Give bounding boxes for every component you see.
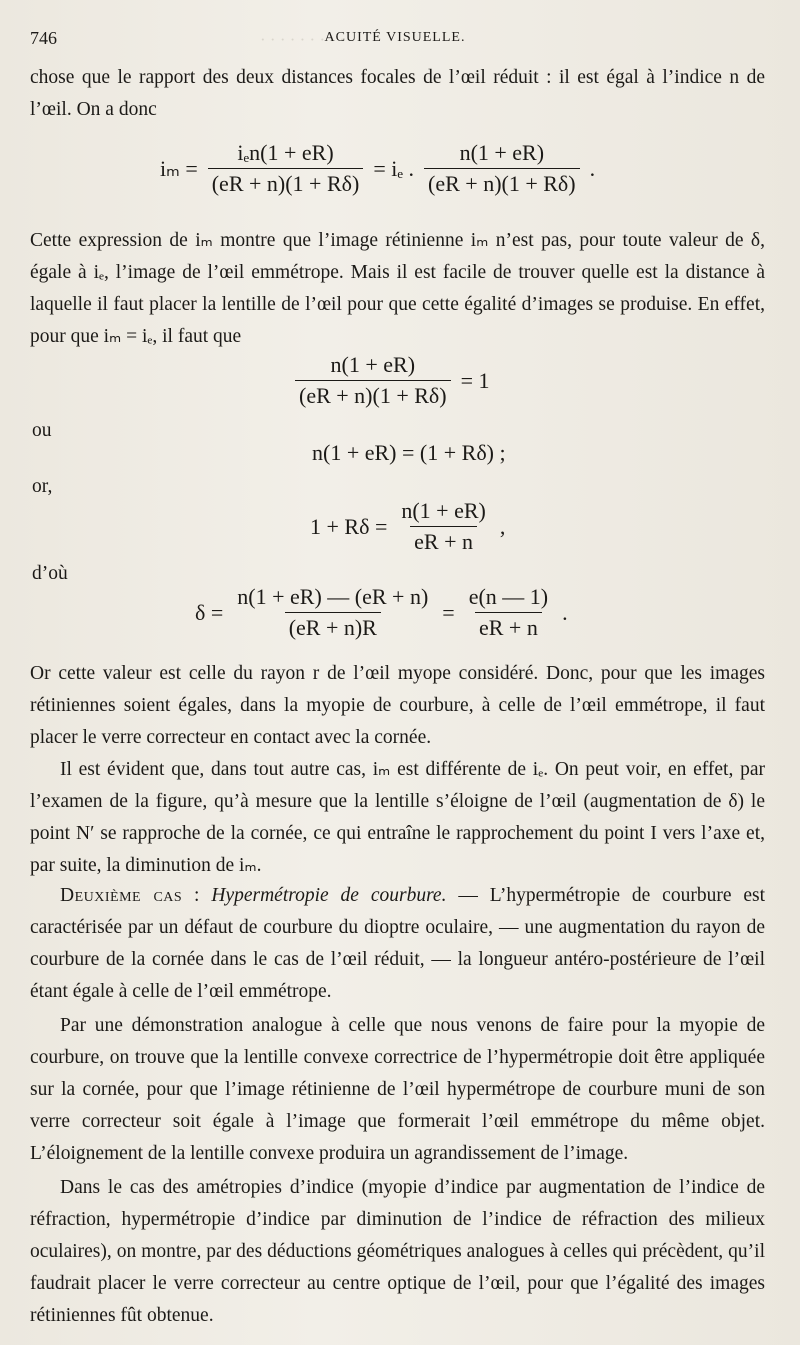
eq1-f2-denominator: (eR + n)(1 + Rδ) [424, 168, 580, 197]
paragraph-5-text: — L’hypermétropie de courbure est caractérisée par un défaut de courbure du dioptre oculaire, — une augmentation du rayon de courbure de la cornée dans le cas de l’œil réduit, — la longueur antéro-postérieure de l’œil étant égale à celle de l’œil emmétrope. [30, 885, 766, 1002]
eq4-numerator: n(1 + eR) [401, 498, 486, 523]
eq1-mid: = iₑ . [373, 155, 415, 181]
page-number: 746 [30, 28, 57, 48]
eq5-f2-numerator: e(n — 1) [468, 584, 549, 609]
eq1-fraction-2 [424, 140, 580, 197]
section-title: Hypermétropie de courbure. [211, 885, 447, 906]
paragraph-1: chose que le rapport des deux distances focales de l’œil réduit : il est égal à l’indice n de l’œil. On a donc [30, 67, 765, 120]
equation-4 [310, 498, 505, 555]
eq2-rhs: = 1 [460, 367, 490, 393]
eq5-f1-denominator: (eR + n)R [285, 612, 381, 641]
eq4-fraction [397, 498, 490, 555]
eq1-f2-numerator: n(1 + eR) [459, 140, 545, 165]
eq5-fraction-2 [465, 584, 552, 641]
eq5-lhs: δ = [195, 599, 224, 625]
eq2-fraction [295, 352, 451, 409]
eq4-lhs: 1 + Rδ = [310, 513, 388, 539]
equation-5 [195, 584, 568, 641]
eq1-f1-numerator: iₑn(1 + eR) [237, 140, 334, 165]
paragraph-3: Or cette valeur est celle du rayon r de l’œil myope considéré. Donc, pour que les images rétiniennes soient égales, dans la myopie de courbure, à celle de l’œil emmétrope, il faut placer le verre correcteur en contact avec la cornée. [30, 663, 765, 748]
eq5-end: . [562, 599, 568, 625]
page-header [30, 28, 760, 54]
paragraph-4: Il est évident que, dans tout autre cas, iₘ est différente de iₑ. On peut voir, en effet, par l’examen de la figure, qu’à mesure que la lentille s’éloigne de l’œil (augmentation de δ) le point N′ se rapproche de la cornée, ce qui entraîne le rapprochement du point I vers l’axe et, par suite, la diminution de iₘ. [30, 759, 765, 876]
equation-3: n(1 + eR) = (1 + Rδ) ; [312, 440, 506, 465]
label-or: or, [32, 476, 53, 497]
eq1-end: . [589, 155, 596, 181]
eq4-end: , [499, 513, 506, 539]
eq2-denominator: (eR + n)(1 + Rδ) [295, 380, 451, 409]
eq2-numerator: n(1 + eR) [330, 352, 416, 377]
paragraph-7: Dans le cas des amétropies d’indice (myopie d’indice par augmentation de l’indice de réfraction, hypermétropie d’indice par diminution de l’indice de réfraction des milieux oculaires), on montre, par des déductions géométriques analogues à celles qui précèdent, qu’il faudrait placer le verre correcteur au centre optique de l’œil, pour que l’égalité des images rétiniennes fût obtenue. [30, 1177, 765, 1326]
label-ou: ou [32, 420, 52, 441]
eq1-lhs: iₘ = [160, 155, 198, 181]
eq1-f1-denominator: (eR + n)(1 + Rδ) [208, 168, 364, 197]
equation-2 [295, 352, 490, 409]
paragraph-5: Deuxième cas : Hypermétropie de courbure. — L’hypermétropie de courbure est caractérisée par un défaut de courbure du dioptre oculaire, — une augmentation du rayon de courbure de la cornée dans le cas de l’œil réduit, — la longueur antéro-postérieure de l’œil étant égale à celle de l’œil emmétrope. [30, 885, 766, 1002]
section-lead: Deuxième cas [60, 885, 183, 906]
label-dou: d’où [32, 563, 68, 584]
eq5-f1-numerator: n(1 + eR) — (eR + n) [237, 584, 429, 609]
eq4-denominator: eR + n [410, 526, 477, 555]
bleed-through-text: · · · · · · · · · [260, 30, 345, 49]
paragraph-2: Cette expression de iₘ montre que l’image rétinienne iₘ n’est pas, pour toute valeur de δ, égale à iₑ, l’image de l’œil emmétrope. Mais il est facile de trouver quelle est la distance à laquelle il faut placer la lentille de l’œil pour que cette égalité d’images se produise. En effet, pour que iₘ = iₑ, il faut que [30, 230, 765, 347]
equation-1 [160, 140, 595, 197]
running-head: ACUITÉ VISUELLE. [324, 30, 466, 45]
eq1-fraction-1 [208, 140, 364, 197]
eq5-mid: = [442, 599, 455, 625]
eq5-fraction-1 [233, 584, 432, 641]
paragraph-6: Par une démonstration analogue à celle que nous venons de faire pour la myopie de courbure, on trouve que la lentille convexe correctrice de l’hypermétropie doit être appliquée sur la cornée, pour que l’image rétinienne de l’œil hypermétrope de courbure muni de son verre correcteur soit égale à l’image que formerait l’œil emmétrope du même objet. L’éloignement de la lentille convexe produira un agrandissement de l’image. [30, 1015, 765, 1164]
eq5-f2-denominator: eR + n [475, 612, 542, 641]
